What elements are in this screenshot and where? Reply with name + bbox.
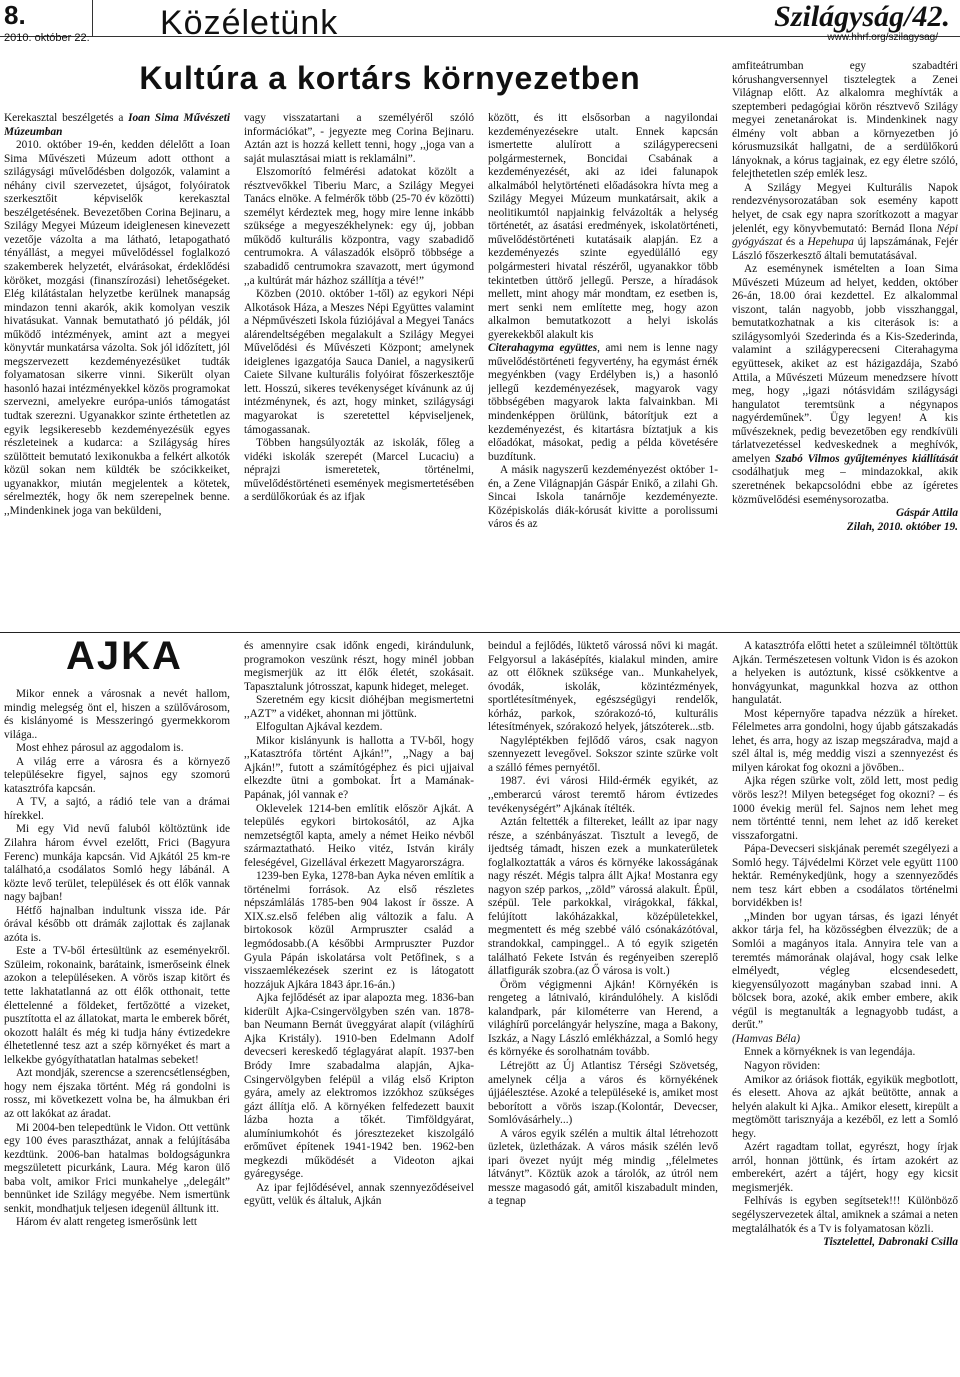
article2-paragraph: és amennyire csak időnk engedi, kirándulunk, programokon veszünk részt, hogy minél jobban megismerjük az itt élők életét, szokásait. Tapasztalunk jótrosszat, kapunk hideget, meleget. bbox=[244, 640, 474, 693]
article2-paragraph: Most ehhez párosul az aggodalom is. bbox=[16, 742, 184, 755]
masthead: Szilágyság/42. bbox=[774, 0, 950, 33]
article2-paragraph: Este a TV-ből értesültünk az eseményekről. Szüleim, rokonaink, barátaink, ismerőseink élnek azokon a településeken. A vörös iszap kitört és tette lakhatatlanná az ott élők otthonait, tette élettelenné a földeket, fertőzötté a vizeket, pusztította el az állatokat, marta le emberek bőrét, okozott halált és még ki tudja hány évtizedekre élhetetlenné tesz azt a szép környéket és mart a lelkekbe gyógyíthatatlan hatalmas sebeket! bbox=[4, 945, 230, 1066]
article2-paragraph: Azért ragadtam tollat, egyrészt, hogy írjak arról, honnan jöttünk, és írtam azokért az emberekért, azért a tájért, hogy egy kicsit megismerjék. bbox=[732, 1141, 958, 1194]
article2-paragraph: A város egyik szélén a multik által létrehozott üzletek, üzletházak. A város másik szélén levő ipari övezet nyújt még mindig ,,félelmetes látványt”. Köztük azok a tárolók, az útról nem messze magasodó gát, amitől kiszabadult minden, a tegnap bbox=[488, 1127, 718, 1208]
article2-paragraph: Mi egy Vid nevű faluból költöztünk ide Zilahra három évvel ezelőtt, Frici (Bagyura Ferenc) munkája kapcsán. Vid Ajkától 25 km-re található,a csodálatos Somló hegy lábánál. A közte levő terület, települések és ott élők vannak nagy bajban! bbox=[4, 823, 230, 904]
article2-column-3 bbox=[488, 640, 718, 1374]
article-headline: Kultúra a kortárs környezetben bbox=[139, 60, 641, 96]
article2-paragraph: Aztán feltették a filtereket, leállt az ipar nagy része, a szénbányászat. Tisztult a levegő, de ijedtség támadt, hiszen ezek a munkaterületek foglalkoztatták a város és környéke lakosságának nagy részét. Mégis talpra állt Ajka! Mostanra egy nagyon szép parkos, ,,zöld” várossá alakult. Épül, szépül. Tele parkokkal, virágokkal, fákkal, felújított lakóházakkal, középületekkel, megmentett és még szebbé váló csónakázótóval, strandokkal, campinggel.. A tó egyik szigetén található Fekete István és regényeiben szereplő állatfigurák szobra.(az Ő városa is volt.) bbox=[488, 816, 718, 978]
article1-paragraph: Közben (2010. október 1-től) az egykori Népi Alkotások Háza, a Meszes Népi Együttes valamint a Népművészeti Iskola fúziójával a Megyei Tanács alárendeltségében megalakult a Szilágy Megyei Művelődési és Művészeti Központ; amelynek ideiglenes igazgatója Sauca Daniel, a nagysikerű Caiete Silvane kulturális folyóirat főszerkesztője lett. Hosszú, sikeres tevékenységet kívánunk az új intézménynek, és azt, hogy minket, szilágysági magyarokat is szeretettel képviseljenek, támogassanak. bbox=[244, 288, 474, 436]
article2-paragraph: Elfogultan Ajkával kezdem. bbox=[256, 721, 383, 734]
article2-paragraph: A katasztrófa előtti hetet a szüleimnél töltöttük Ajkán. Természetesen voltunk Vidon is és azokon a helyeken is autóztunk, kissé csökkentve a honvágyunkat, magunkkal hozva az otthon hangulatát. bbox=[732, 640, 958, 707]
page-number: 8. bbox=[4, 0, 26, 30]
article2-paragraph: Öröm végigmenni Ajkán! Környékén is rengeteg a látnivaló, kirándulóhely. A kislődi kalandpark, pár kilométerre van Herend, a világhírű porcelángyár helyszíne, maga a Bakony, Iszkáz, a Nagy László emlékházzal, a Somló hegy és környéke és sorolhatnám tovább. bbox=[488, 978, 718, 1059]
article2-signature: Tisztelettel, Dabronaki Csilla bbox=[823, 1236, 958, 1249]
article2-paragraph: Mikor kislányunk is hallotta a TV-ből, hogy ,,Katasztrófa történt Ajkán!”, ,,Nagy a baj Ajkán!”, futott a számítógéphez és pici ujjaival elkezdte ütni a gombokat. Írt a Mamának-Papának, jól vannak e? bbox=[244, 734, 474, 802]
article1-author-place: Zilah, 2010. október 19. bbox=[846, 520, 958, 533]
article2-paragraph: A TV, a sajtó, a rádió tele van a drámai hírekkel. bbox=[4, 796, 230, 822]
article1-subtitle: Kerekasztal beszélgetés a Ioan Sima Művészeti Múzeumban bbox=[4, 112, 230, 138]
article2-paragraph: Mikor ennek a városnak a nevét hallom, mindig melegség önt el, hiszen a szülővárosom, és kislányomé is Messzeringó gyermekkorom világa.. bbox=[4, 688, 230, 741]
article1-paragraph: 2010. október 19-én, kedden délelőtt a Ioan Sima Művészeti Múzeum adott otthont a szilágysági művelődésben dolgozók, valamint a néhány civil szervezetet, újságot, folyóiratok szerkesztőit képviselők kerekasztal beszélgetésének. Bevezetőben Corina Bejinaru, a Szilágy Megyei Múzeum ideiglenesen kinevezett vezetője vázolta a ma látható, letapogatható tényállást, a megyei művelődéssel foglalkozó szakemberek helyzetét, elvárásokat, érdeklődési köröket, mozgási (finanszírozási) lehetőségeket. Elég kilátástalan helyzetbe kerülnek manapság mindazon tenni akarók, akik komolyan veszik hivatásukat. Vannak bemutatható jó példák, jól működő intézmények, amint azt a megyei könyvtár munkatársa vázolta. Sok jól időzített, jól megszervezett kezdeményezésüket tudták folyamatosan sikerre vinni. Sikerült olyan hasonló hazai intézményekkel közös programokat szervezni, amelyekre európa-uniós támogatást tudtak szerezni. Ugyanakkor szinte érthetetlen az egyik legsikeresebb kezdeményezésük egyes részleteinek a kudarca: a Szilágyság híres szülötteit bemutató lexikonukba a felkért alkotók közül sokan nem küldték be szócikkeiket, ugyanakkor, miután megjelentek a kötetek, sérelmezték, hogy ők nem szerepelnek benne. ,,Mindenkinek joga van beküldeni, bbox=[4, 139, 230, 517]
article1-paragraph: vagy visszatartani a személyéről szóló információkat”, - jegyezte meg Corina Bejinaru. Aztán azt is hozzá kellett tenni, hogy ,,joga van a saját mulasztásai miatt is reklamálni”. bbox=[244, 112, 474, 165]
article1-paragraph: A másik nagyszerű kezdeményezést október 1-én, a Zene Világnapján Gáspár Enikő, a zilahi Gh. Sincai Iskola tanárnője kezdeményezte. Középiskolás diák-kórusát kivitte a porolissumi város és az bbox=[488, 464, 718, 531]
article1-column-2 bbox=[244, 112, 474, 628]
article1-column-1 bbox=[4, 112, 230, 628]
article2-paragraph: Azt mondják, szerencse a szerencsétlenségben, hogy nem éjszaka történt. Még rá gondolni is rossz, mi következett volna be, ha álmukban éri az ott lakókat az áradat. bbox=[4, 1067, 230, 1120]
article1-paragraph: Elszomorító felmérési adatokat közölt a résztvevőkkel Tiberiu Marc, a Szilágy Megyei Tanács elnöke. A felmérők több (25-70 év közötti) személyt kérdeztek meg, hogy mire lenne inkább szüksége a megyeszékhelynek: egy új, jobban működő kulturális központra, vagy szabadidő centrumokra. A válaszadók elsöprő többsége a szabadidő centrumokra szavazott, mert úgymond ,,a kultúrát már házhoz szállítja a tévé!” bbox=[244, 166, 474, 287]
article2-column-1 bbox=[4, 688, 230, 1374]
quote-author: (Hamvas Béla) bbox=[732, 1032, 801, 1045]
article1-column-4 bbox=[732, 60, 958, 628]
site-url[interactable]: www.hhrf.org/szilagysag/ bbox=[827, 32, 938, 43]
issue-date: 2010. október 22. bbox=[4, 32, 90, 44]
article2-quote: ,,Minden bor ugyan társas, és igazi lényét akkor tárja fel, ha közösségben élvezzük; de a Somlói a magányos itala. Annyira tele van a teremtés mámorának olajával, hogy csak lelke elmélyedt, végleg elcsendesedett, kiegyensúlyozott magányban szabad inni. A bölcsek bora, azoké, akik ember embere, akik végül is megtanulták a legnagyobb tudást, a derűt.” bbox=[732, 910, 958, 1032]
header-divider bbox=[92, 0, 93, 36]
article2-paragraph: Nagyléptékben fejlődő város, csak nagyon szennyezett levegővel. Sokszor szinte szürke volt a szálló fémes pernyétől. bbox=[488, 734, 718, 774]
article2-paragraph: Létrejött az Új Atlantisz Térségi Szövetség, amelynek célja a város és környékének újjáélesztése. Azoké a településeké is, amiket most beborított a vörös iszap.(Kolontár, Devecser, Somlóvásárhely...) bbox=[488, 1059, 718, 1127]
article2-paragraph: Oklevelek 1214-ben említik először Ajkát. A település egykori birtokosától, az Ajka nemzetségtől kapta, amely a német Heiko névből származtatható. Heiko vitéz, István király feleségével, Gizellával érkezett Magyarországra. bbox=[244, 802, 474, 869]
article2-paragraph: Ajka fejlődését az ipar alapozta meg. 1836-ban kiderült Ajka-Csingervölgyben szén van. 1878-ban Neumann Bernát üveggyárat alapít (világhírű Ajka Kristály). 1910-ben Edelmann Adolf devecseri kereskedő téglagyárat alapít. 1937-ben Bródy Imre szabadalma alapján, Ajka-Csingervölgyben felépül a világ első Kripton gyára, amely az elektromos izzókhoz szükséges gázt állítja elő. A környéken felfedezett bauxit lázba hozta a tőkét. Timföldgyárat, alumíniumkohót és jóresztezeket kiszolgáló erőművet építenek 1941-1942 ben. 1962-ben megkezdi működését a Videoton ajkai gyáregysége. bbox=[244, 992, 474, 1181]
article2-paragraph: A világ erre a városra és a környező településekre figyel, sajnos egy szomorú katasztrófa kapcsán. bbox=[4, 755, 230, 795]
article2-paragraph: Amikor az óriások fiották, egyikük megbotlott, és elesett. Ahova az ajkát beütötte, annak a helyén alakult ki Ajka.. Amikor elesett, kirepült a megtömött tarisznyája a kezéből, ez lett a Somló hegy. bbox=[732, 1073, 958, 1140]
article2-paragraph: Ennek a környéknek is van legendája. bbox=[744, 1046, 916, 1059]
article1-paragraph: A Szilágy Megyei Kulturális Napok rendezvénysorozatában sok esemény kapott helyet, de csak egy napra szorítkozott a magyar jelenlét, egy könyvbemutató: Bernád Ilona Népi gyógyászat és a Hepehupa új lapszámának, Fejér László főszerkesztő általi bemutatásával. bbox=[732, 181, 958, 262]
article2-title: AJKA bbox=[66, 634, 183, 678]
article1-author: Gáspár Attila bbox=[895, 507, 958, 520]
article2-paragraph: Felhívás is egyben segítsetek!!! Különböző segélyszervezetek által, amiknek a számai a neten megtalálhatók és a Tv is folyamatosan közli. bbox=[732, 1195, 958, 1235]
article2-paragraph: Az ipar fejlődésével, annak szennyeződéseivel együtt, velük és általuk, Ajkán bbox=[244, 1181, 474, 1208]
article2-paragraph: Most képernyőre tapadva nézzük a híreket. Félelmetes arra gondolni, hogy újabb gátszakadás lehet, és arra, hogy az iszap megszáradva, majd a szél által is, még meddig viszi a szennyezést és milyen károkat fog okozni a jövőben.. bbox=[732, 707, 958, 774]
article2-paragraph: 1987. évi városi Hild-érmék egyikét, az ,,emberarcú várost teremtő három évtizedes tevékenységért” Ajkának ítélték. bbox=[488, 775, 718, 815]
article2-paragraph: Hétfő hajnalban indultunk vissza ide. Pár órával később ott drámák zajlottak és zajlanak azóta is. bbox=[4, 904, 230, 944]
article2-paragraph: Ajka régen szürke volt, zöld lett, most pedig vörös lesz?! Milyen betegséget fog okozni? – és 1000 évekig merül fel. Sajnos nem lehet meg nem történtté tenni, nem lehet az idő kereket visszaforgatni. bbox=[732, 775, 958, 842]
article1-paragraph: Citerahagyma együttes, ami nem is lenne nagy művelődéstörténeti fegyvertény, ha egymást érnék megyénkben (vagy Erdélyben is,) a hasonló jellegű kezdeményezések, magyarok vagy többségében magyarok lakta falvainkban. Mi mindenképpen örülünk, bátorítjuk ezt a kezdeményezést, és kitartásra bíztatjuk a kis előadókat, másokat, pedig a példa követésére buzdítunk. bbox=[488, 342, 718, 463]
article2-paragraph: Szeretném egy kicsit dióhéjban megismertetni ,,AZT” a vidéket, ahonnan mi jöttünk. bbox=[244, 694, 474, 720]
article2-paragraph: Nagyon röviden: bbox=[744, 1059, 821, 1072]
article2-paragraph: Pápa-Devecseri siskjának peremét szegélyezi a Somló hegy. Tájvédelmi Körzet vele együtt 1100 hektár. Reménykedjünk, hogy a szennyeződés nem tesz kárt ebben a csodálatos történelmi borvidékben is! bbox=[732, 843, 958, 910]
article1-paragraph: Többen hangsúlyozták az iskolák, főleg a vidéki iskolák szerepét (Marcel Lucaciu) a néprajzi ismeretetek, történelmi, művelődéstörténeti események megismertetésében a serdülőkorúak és az ifjak bbox=[244, 437, 474, 504]
article2-paragraph: Mi 2004-ben telepedtünk le Vidon. Ott vettünk egy 100 éves parasztházat, annak a felújításába kezdtünk. 2006-ban hatalmas boldogságunkra megszületett picurkánk, Laura. Még karon ülő baba volt, amikor Frici munkahelye ,,delegált” bennünket ide Szilágy megyébe. Nem ismertünk senkit, mondhatjuk teljesen idegenül álltunk itt. bbox=[4, 1121, 230, 1215]
article1-paragraph: között, és itt elsősorban a nagyilondai kezdeményezésekre utalt. Ennek kapcsán ismertette alulírott a szilágyperecseni polgármesternek, Boncidai Csabának a kezdeményezését, aki az idei falunapok alkalmából helytörténeti előadásokra hívta meg a Szilágy Megyei Múzeum munkatársait, akik a neolitikumtól napjainkig felvázolták a helység történetét, az ásatási eredmények, iskolatörténeti, művelődéstörténeti kutatásaik alapján. Ez a kezdeményezés szinte egyedülálló egy polgármesteri hivatal részéről, ugyanakkor több tekintetben úttörő jellegű. Persze, a híradások mellett, mint ahogy már mondtam, ez esetben is, mert senki nem említette meg, hogy azon alkalmon bemutatkozott a helyi iskolás gyerekekből alakult kis bbox=[488, 112, 718, 341]
section-title: Közéletünk bbox=[160, 4, 339, 42]
article2-column-2 bbox=[244, 640, 474, 1374]
article-divider bbox=[0, 632, 960, 633]
article2-column-4 bbox=[732, 640, 958, 1374]
article2-paragraph: Három év alatt rengeteg ismerősünk lett bbox=[16, 1216, 198, 1229]
article1-paragraph: amfiteátrumban egy szabadtéri kórushangversennyel tisztelegtek a Zenei Világnap előtt. Az alkalomra meghívták a szeptemberi pedagógiai körön résztvevő Szilágy megyei zenetanárokat is. Mindenkinek nagy élmény volt abban a környezetben jó kórusmuzsikát hallgatni, de a serdülőkorú lányoknak, a kórus tagjainak, ez egy életre szóló, felejthetetlen szép emlék lesz. bbox=[732, 60, 958, 181]
article1-column-3 bbox=[488, 112, 718, 628]
article2-paragraph: 1239-ben Eyka, 1278-ban Ayka néven említik a történelmi források. Az első részletes népszámlálás 1785-ben 904 lakost ír össze. A XIX.sz.első felében alig változik a falu. A birtokosok közül Armpruszter család a legmódosabb.(A későbbi Armpruszter Puzdor Gyula Pápán iskolatársa volt Petőfinek, s a visszaemlékezések szerint ez is látogatott hozzájuk Ajkára 1843 ápr.16-án.) bbox=[244, 870, 474, 991]
article2-paragraph: beindul a fejlődés, lüktető várossá nővi ki magát. Felgyorsul a lakásépítés, kialakul minden, amire az ott élőknek szüksége van.. Munkahelyek, óvodák, iskolák, közintézmények, sportlétesítmények, egészségügyi rendelők, kórház, parkok, szórakozó-tó, kulturális létesítmények, szórakozó helyek, játszóterek...stb. bbox=[488, 640, 718, 734]
header-rule bbox=[0, 36, 960, 37]
article1-paragraph: Az eseménynek ismételten a Ioan Sima Művészeti Múzeum ad helyet, kedden, október 26-án, 18.00 órai kezdettel. Ez alkalommal viszont, talán nagyobb, jobb visszhanggal, bemutatkozhatnak a kis citerások is: a szilágysomlyói Szederinda és a Kis-Szederinda, valamint a szilágyperecseni Citerahagyma együttesek, akiket az est házigazdája, Szabó Attila, a Művészeti Múzeum menedzsere hívott meg, hogy ,,igazi nótásvidám szilágysági hangulatot teremtsünk a négynapos nagyérdeműnek”. Ügy legyen! A kis művészeknek, pedig bevezetőben egy rendkívüli tárlatvezetéssel kedveskednek a meghívók, amelyen Szabó Vilmos gyűjteményes kiállítását csodálhatjuk meg – mindazokkal, akik szeretnének bekapcsolódni ebbe az ígéretes közművelődési eseménysorozatba. bbox=[732, 263, 958, 506]
